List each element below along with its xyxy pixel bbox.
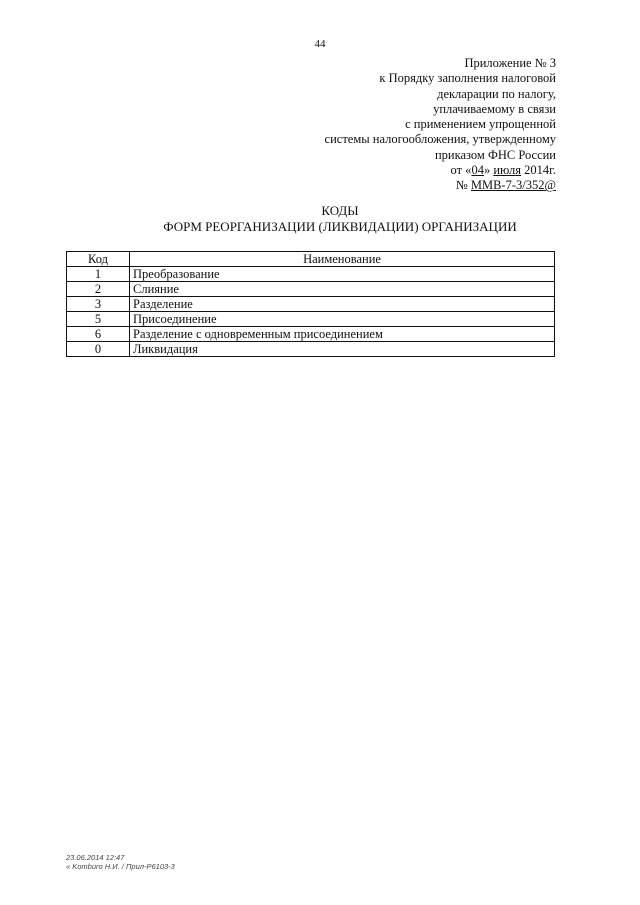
code-cell: 1	[67, 267, 130, 282]
table-row	[67, 297, 555, 312]
appendix-order	[325, 178, 556, 193]
date-day: 04	[471, 163, 484, 178]
name-cell: Преобразование	[130, 267, 555, 282]
appendix-line: Приложение № 3	[464, 56, 556, 70]
date-year: 2014г.	[521, 163, 556, 178]
date-month: июля	[493, 163, 522, 178]
name-cell: Присоединение	[130, 312, 555, 327]
code-cell: 2	[67, 282, 130, 297]
name-cell: Слияние	[130, 282, 555, 297]
table-row	[67, 312, 555, 327]
table-row	[67, 282, 555, 297]
date-mid: »	[483, 163, 494, 178]
codes-table	[66, 251, 555, 357]
appendix-header	[325, 56, 556, 194]
table-header-row	[67, 252, 555, 267]
order-prefix: №	[455, 178, 471, 193]
table-row	[67, 267, 555, 282]
table-row	[67, 327, 555, 342]
code-cell: 0	[67, 342, 130, 357]
print-footer	[66, 853, 175, 871]
page-number: 44	[314, 38, 326, 50]
appendix-line: уплачиваемому в связи	[433, 101, 556, 116]
name-cell: Ликвидация	[130, 342, 555, 357]
column-header-name: Наименование	[130, 252, 555, 267]
code-cell: 6	[67, 327, 130, 342]
name-cell: Разделение	[130, 297, 555, 312]
order-number: ММВ-7-3/352@	[470, 178, 556, 193]
column-header-code: Код	[67, 252, 130, 267]
document-title	[0, 203, 640, 235]
footer-timestamp: 23.06.2014 12:47	[66, 853, 125, 862]
code-cell: 5	[67, 312, 130, 327]
name-cell: Разделение с одновременным присоединением	[130, 327, 555, 342]
code-cell: 3	[67, 297, 130, 312]
table-row	[67, 342, 555, 357]
appendix-line: декларации по налогу,	[437, 86, 556, 101]
appendix-line: приказом ФНС России	[434, 147, 556, 162]
appendix-line: системы налогообложения, утвержденному	[324, 132, 556, 147]
appendix-line: к Порядку заполнения налоговой	[379, 71, 556, 86]
footer-author: « Komburo H.И. / Прил-Р6103-3	[66, 862, 175, 871]
appendix-line: с применением упрощенной	[405, 117, 556, 132]
date-prefix: от «	[450, 163, 472, 178]
appendix-date	[325, 163, 556, 178]
title-line-2: ФОРМ РЕОРГАНИЗАЦИИ (ЛИКВИДАЦИИ) ОРГАНИЗАЦИИ	[163, 219, 517, 234]
title-line-1: КОДЫ	[321, 203, 359, 218]
